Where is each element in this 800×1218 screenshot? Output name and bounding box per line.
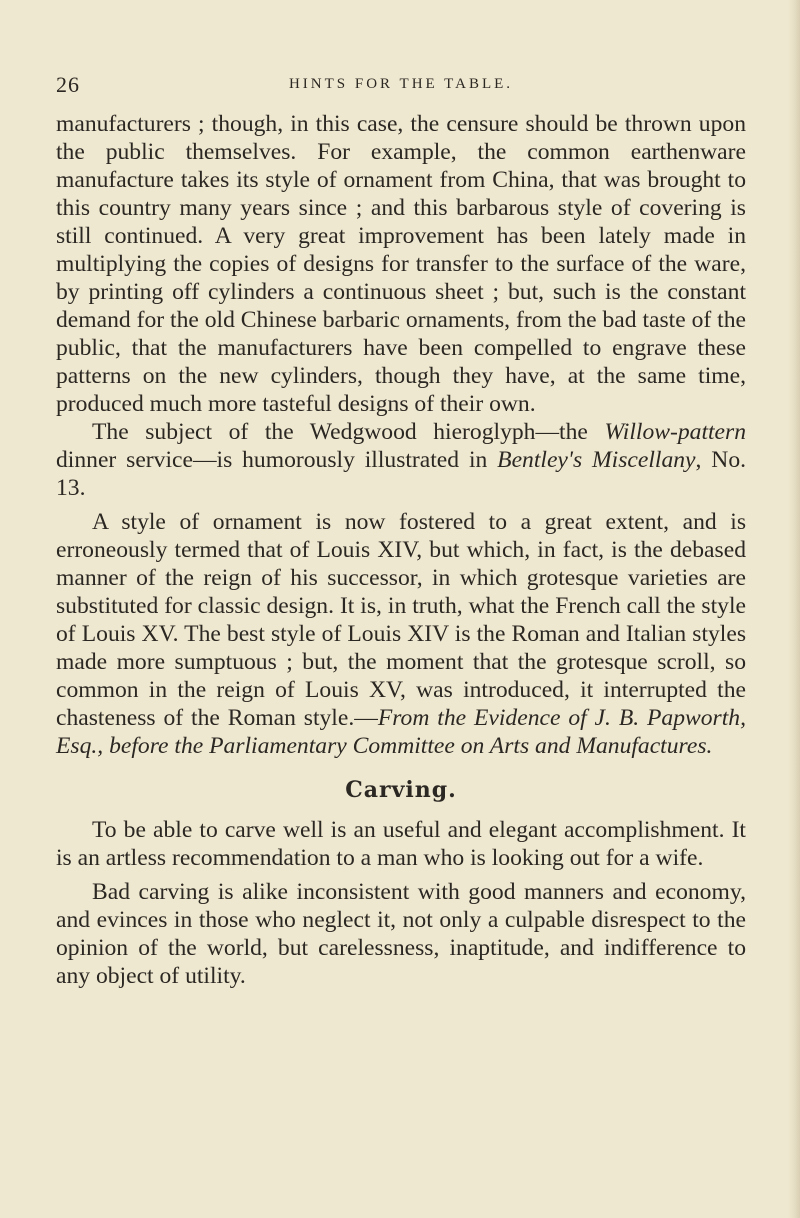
page-edge-shadow: [788, 0, 800, 1218]
paragraph-continuation: manufacturers ; though, in this case, the censure should be thrown upon the public themselves. For example, the common earthenware manufacture takes its style of ornament from China, that was brought to this country many years since ; and this barbarous style of covering is still continued. A very great improvement has been lately made in multiplying the copies of designs for transfer to the surface of the ware, by printing off cylinders a continuous sheet ; but, such is the constant demand for the old Chinese barbaric ornaments, from the bad taste of the public, that the manufacturers have been compelled to engrave these patterns on the new cylinders, though they have, at the same time, produced much more tasteful designs of their own.: [56, 111, 746, 417]
body-text: [56, 110, 746, 990]
page-header: [56, 72, 746, 102]
page-number: 26: [56, 72, 80, 97]
paragraph-text: , No. 13.: [56, 447, 747, 501]
section-heading-carving: Carving.: [345, 777, 457, 803]
paragraph-willow-pattern: [56, 418, 746, 502]
running-head: HINTS FOR THE TABLE.: [288, 76, 514, 92]
italic-text-bentleys-miscellany: Bentley's Miscellany: [497, 447, 696, 473]
italic-text-willow-pattern: Willow-pattern: [604, 419, 746, 445]
paragraph-text: dinner service—is humorously illustrated in: [56, 447, 498, 473]
paragraph-louis-styles: [56, 508, 746, 760]
italic-citation: From the Evidence of J. B. Papworth, Esq., before the Parliamentary Committee on Arts and Manufactures.: [56, 705, 746, 759]
paragraph-bad-carving: Bad carving is alike inconsistent with good manners and economy, and evinces in those who neglect it, not only a culpable disrespect to the opinion of the world, but carelessness, inaptitude, and indifference to any object of utility.: [56, 879, 746, 989]
paragraph-text: A style of ornament is now fostered to a great extent, and is erroneously termed that of Louis XIV, but which, in fact, is the debased manner of the reign of his successor, in which grotesque varieties are substituted for classic design. It is, in truth, what the French call the style of Louis XV. The best style of Louis XIV is the Roman and Italian styles made more sumptuous ; but, the moment that the grotesque scroll, so common in the reign of Louis XV, was introduced, it interrupted the chasteness of the Roman style.—: [56, 509, 746, 731]
paragraph-carving-accomplishment: To be able to carve well is an useful and elegant accomplishment. It is an artless recommendation to a man who is looking out for a wife.: [56, 817, 746, 871]
paragraph-text: The subject of the Wedgwood hieroglyph—the: [92, 419, 605, 445]
